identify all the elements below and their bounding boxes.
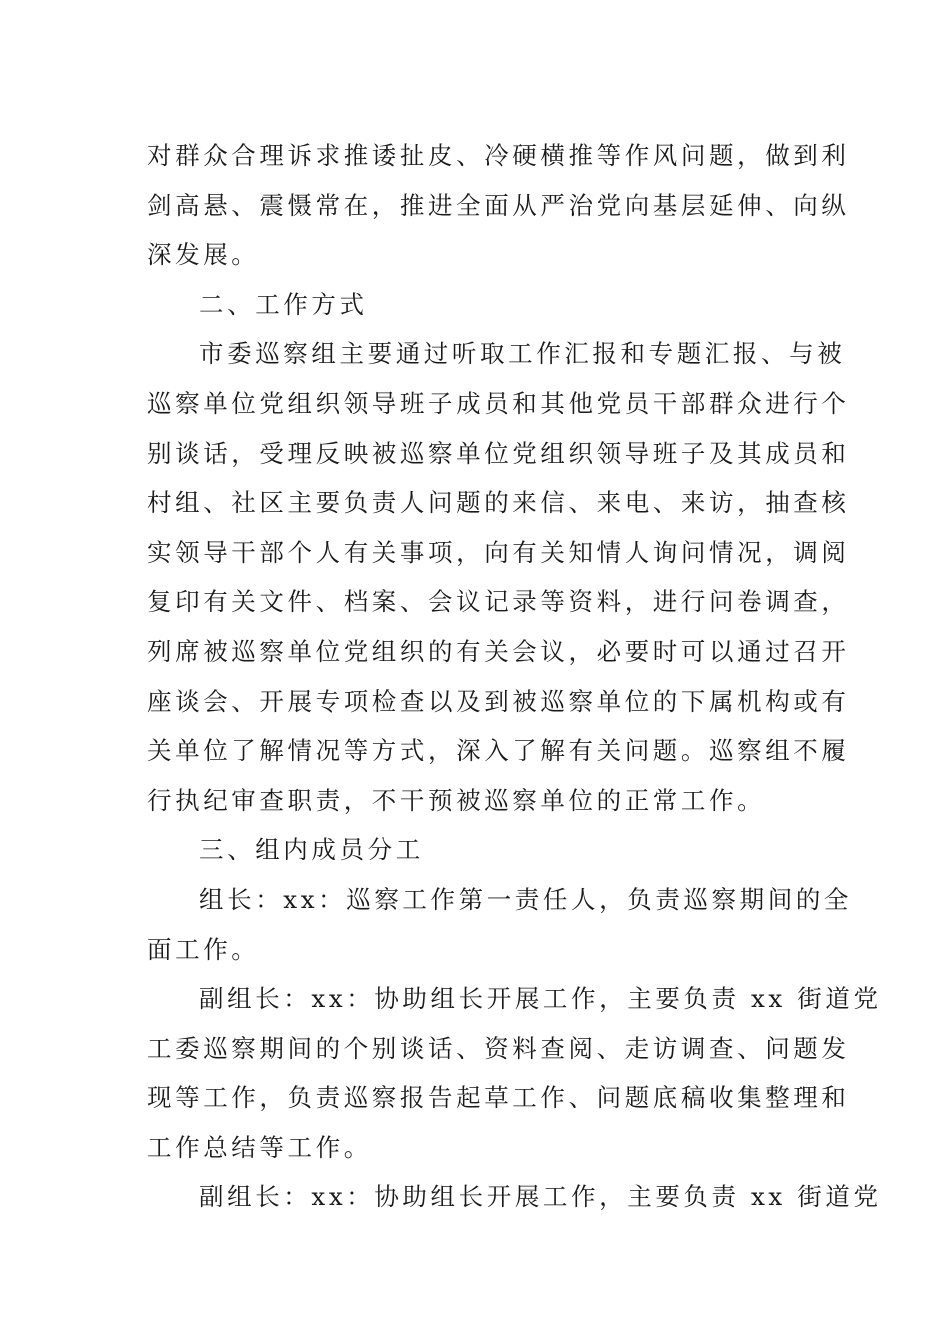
text-line: 别谈话，受理反映被巡察单位党组织领导班子及其成员和	[147, 438, 850, 468]
text-line: 副组长：xx：协助组长开展工作，主要负责 xx 街道党	[199, 1182, 882, 1212]
text-line: 副组长：xx：协助组长开展工作，主要负责 xx 街道党	[199, 984, 882, 1014]
text-line: 村组、社区主要负责人问题的来信、来电、来访，抽查核	[147, 488, 850, 518]
text-line: 市委巡察组主要通过听取工作汇报和专题汇报、与被	[199, 339, 846, 369]
text-line: 深发展。	[147, 240, 260, 270]
paragraph-continuation	[147, 131, 850, 280]
text-line: 工作总结等工作。	[147, 1132, 372, 1162]
text-line: 对群众合理诉求推诿扯皮、冷硬横推等作风问题，做到利	[147, 141, 850, 170]
text-line: 实领导干部个人有关事项，向有关知情人询问情况，调阅	[147, 537, 850, 567]
heading-text: 二、工作方式	[199, 289, 368, 319]
section-heading-work-method	[147, 280, 809, 330]
text-line: 列席被巡察单位党组织的有关会议，必要时可以通过召开	[147, 636, 850, 666]
text-line: 关单位了解情况等方式，深入了解有关问题。巡察组不履	[147, 736, 850, 766]
text-line: 面工作。	[147, 934, 260, 964]
paragraph-deputy-leader-2	[147, 1172, 882, 1222]
paragraph-work-method	[147, 329, 850, 825]
heading-text: 三、组内成员分工	[199, 835, 424, 865]
text-line: 现等工作，负责巡察报告起草工作、问题底稿收集整理和	[147, 1083, 850, 1113]
document-body	[147, 131, 882, 1222]
text-line: 工委巡察期间的个别谈话、资料查阅、走访调查、问题发	[147, 1033, 850, 1063]
paragraph-leader	[147, 875, 853, 974]
section-heading-member-roles	[147, 825, 809, 875]
text-line: 座谈会、开展专项检查以及到被巡察单位的下属机构或有	[147, 686, 850, 716]
paragraph-deputy-leader-1	[147, 974, 882, 1172]
text-line: 组长：xx：巡察工作第一责任人，负责巡察期间的全	[199, 884, 853, 914]
text-line: 行执纪审查职责，不干预被巡察单位的正常工作。	[147, 785, 766, 815]
text-line: 剑高悬、震慑常在，推进全面从严治党向基层延伸、向纵	[147, 190, 850, 220]
text-line: 巡察单位党组织领导班子成员和其他党员干部群众进行个	[147, 388, 850, 418]
text-line: 复印有关文件、档案、会议记录等资料，进行问卷调查，	[147, 587, 850, 617]
